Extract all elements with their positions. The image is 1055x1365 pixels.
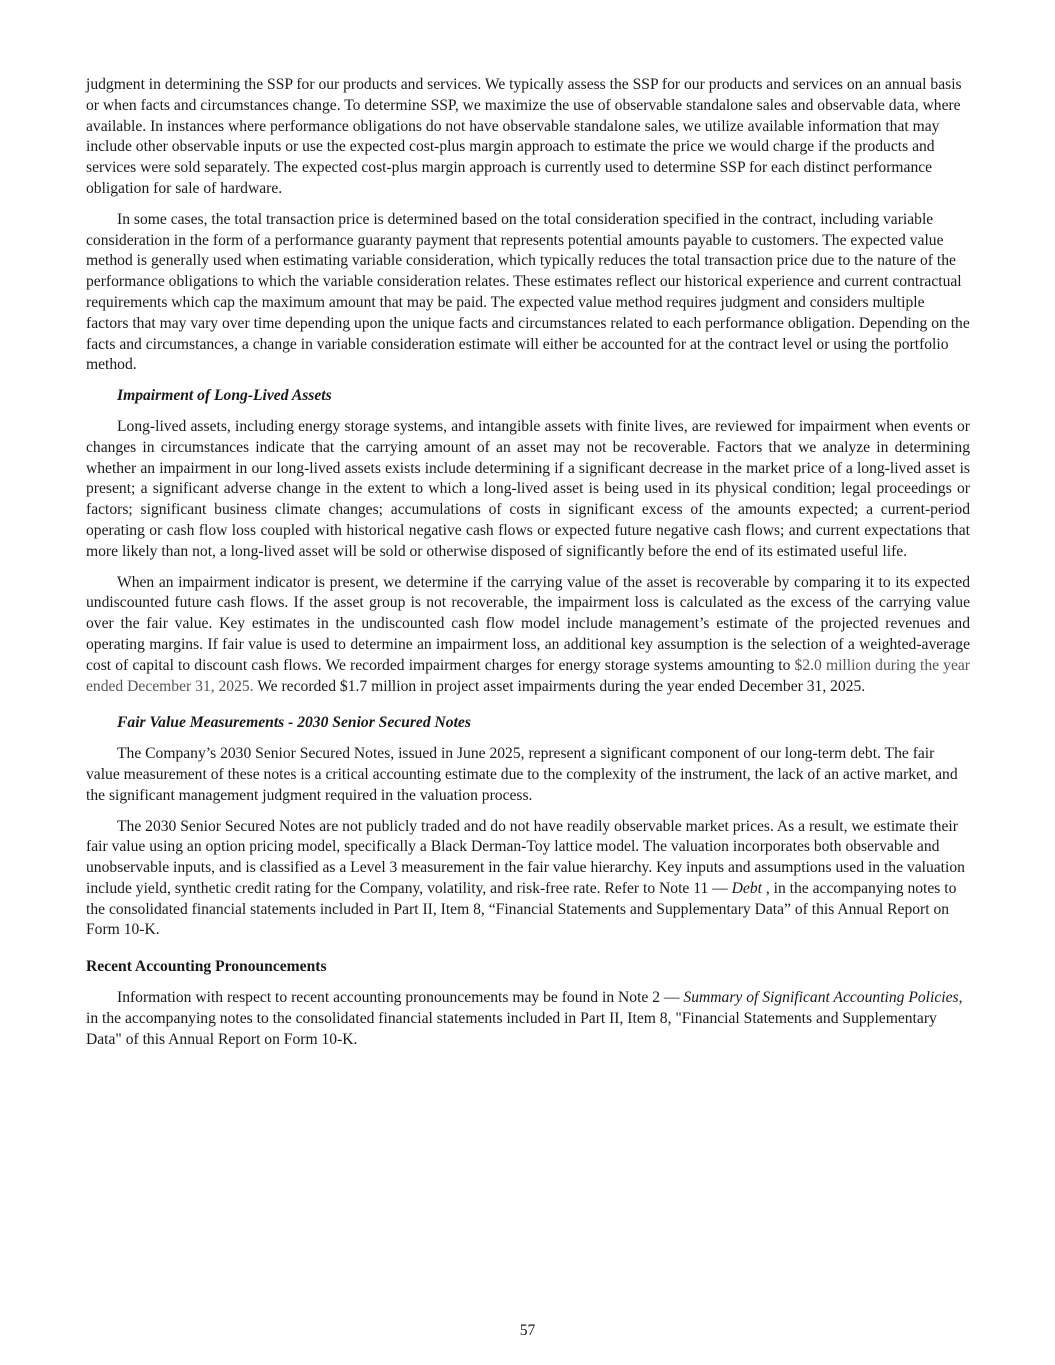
paragraph-senior-notes-valuation bbox=[86, 817, 970, 942]
spacer bbox=[86, 978, 970, 988]
section-heading-impairment: Impairment of Long-Lived Assets bbox=[117, 387, 332, 405]
pronouncements-text-part1: Information with respect to recent accounting pronouncements may be found in Note 2 — bbox=[117, 989, 684, 1007]
valuation-text-part2: , in the accompanying notes to the consolidated financial statements included in Part II, Item 8, “Financial Statements and Supplementary Data” of this Annual Report on Form 10-K. bbox=[86, 879, 957, 939]
paragraph-recent-pronouncements bbox=[86, 988, 970, 1050]
paragraph-ssp-continued: judgment in determining the SSP for our products and services. We typically assess the SSP for our products and services on an annual basis or when facts and circumstances change. To determine SSP, we maximize the use of observable standalone sales and observable data, where available. In instances where performance obligations do not have observable standalone sales, we utilize available information that may include other observable inputs or use the expected cost-plus margin approach to estimate the price we would charge if the products and services were sold separately. The expected cost-plus margin approach is currently used to determine SSP for each distinct performance obligation for sale of hardware. bbox=[86, 76, 962, 197]
impairment-text-part1: When an impairment indicator is present, we determine if the carrying value of the asset is recoverable by comparing it to its expected undiscounted future cash flows. If the asset group is not recoverable, the impairment loss is calculated as the excess of the carrying value over the fair value. Key estimates in the undiscounted cash flow model include management’s estimate of the projected revenues and operating margins. If fair value is used to determine an impairment loss, an additional key assumption is the selection of a weighted-average cost of capital to discount cash flows. We recorded impairment charges for energy storage systems amounting to bbox=[86, 573, 970, 674]
paragraph-impairment-factors: Long-lived assets, including energy storage systems, and intangible assets with finite lives, are reviewed for impairment when events or changes in circumstances indicate that the carrying amount of an asset may not be recoverable. Factors that we analyze in determining whether an impairment in our long-lived assets exists include determining if a significant decrease in the market price of a long-lived asset is present; a significant adverse change in the extent to which a long-lived asset is being used in its physical condition; legal proceedings or factors; significant business climate changes; accumulations of costs in significant excess of the amounts expected; a current-period operating or cash flow loss coupled with historical negative cash flows or expected future negative cash flows; and current expectations that more likely than not, a long-lived asset will be sold or otherwise disposed of significantly before the end of its estimated useful life. bbox=[86, 417, 970, 560]
paragraph-senior-notes-overview: The Company’s 2030 Senior Secured Notes, issued in June 2025, represent a significant component of our long-term debt. The fair value measurement of these notes is a critical accounting estimate due to the complexity of the instrument, the lack of an active market, and the significant management judgment required in the valuation process. bbox=[86, 745, 958, 804]
section-heading-recent-pronouncements: Recent Accounting Pronouncements bbox=[86, 958, 327, 976]
spacer bbox=[86, 200, 970, 210]
paragraph-variable-consideration: In some cases, the total transaction price is determined based on the total consideration specified in the contract, including variable consideration in the form of a performance guaranty payment that represents potential amounts payable to customers. The expected value method is generally used when estimating variable consideration, which typically reduces the total transaction price due to the nature of the performance obligations to which the variable consideration relates. These estimates reflect our historical experience and current contractual requirements which cap the maximum amount that may be paid. The expected value method requires judgment and considers multiple factors that may vary over time depending upon the unique facts and circumstances related to each performance obligation. Depending on the facts and circumstances, a change in variable consideration estimate will either be accounted for at the contract level or using the portfolio method. bbox=[86, 210, 970, 374]
spacer bbox=[86, 941, 970, 957]
document-page bbox=[86, 75, 970, 1050]
pronouncements-text-part2: , in the accompanying notes to the consolidated financial statements included in Part II, Item 8, "Financial Statements and Supplementary Data" of this Annual Report on Form 10-K. bbox=[86, 989, 963, 1048]
spacer bbox=[86, 807, 970, 817]
spacer bbox=[86, 563, 970, 573]
impairment-text-part2: We recorded $1.7 million in project asset impairments during the year ended December 31, 2025. bbox=[253, 677, 866, 695]
spacer bbox=[86, 734, 970, 744]
spacer bbox=[86, 697, 970, 713]
note-reference-accounting-policies: Summary of Significant Accounting Policies bbox=[683, 989, 959, 1007]
note-reference-debt: Debt bbox=[731, 879, 762, 897]
page-number: 57 bbox=[519, 1322, 536, 1339]
spacer bbox=[86, 407, 970, 417]
paragraph-impairment-indicator bbox=[86, 573, 970, 698]
impairment-amount-highlight: $2.0 million during the year ended December 31, 2025. bbox=[86, 656, 971, 695]
spacer bbox=[86, 376, 970, 386]
section-heading-fair-value: Fair Value Measurements - 2030 Senior Secured Notes bbox=[117, 714, 471, 732]
valuation-text-part1: The 2030 Senior Secured Notes are not publicly traded and do not have readily observable market prices. As a result, we estimate their fair value using an option pricing model, specifically a Black Derman-Toy lattice model. The valuation incorporates both observable and unobservable inputs, and is classified as a Level 3 measurement in the fair value hierarchy. Key inputs and assumptions used in the valuation include yield, synthetic credit rating for the Company, volatility, and risk-free rate. Refer to Note 11 — bbox=[86, 817, 965, 897]
